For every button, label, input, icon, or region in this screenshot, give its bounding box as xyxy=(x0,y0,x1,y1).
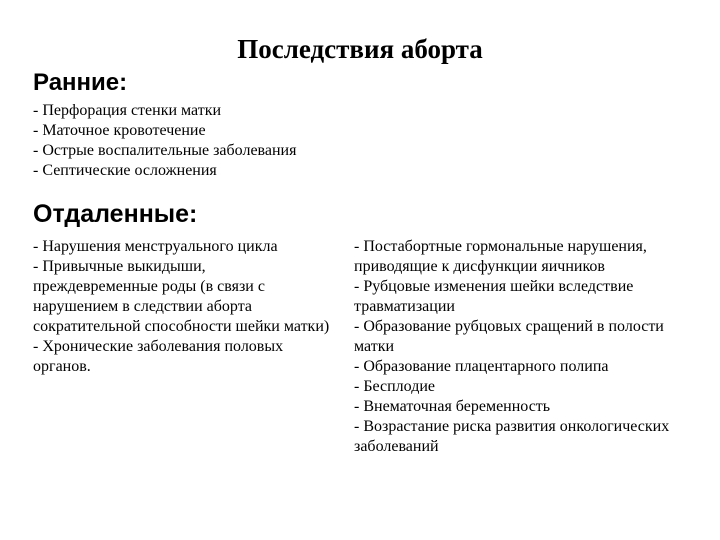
list-item: - Привычные выкидыши, xyxy=(33,258,206,275)
list-item: - Маточное кровотечение xyxy=(33,122,206,139)
list-item: - Хронические заболевания половых xyxy=(33,338,284,355)
list-item: преждевременные роды (в связи с xyxy=(33,278,265,295)
list-item: сократительной способности шейки матки) xyxy=(33,318,330,335)
early-consequences-list xyxy=(33,101,296,181)
list-item: - Возрастание риска развития онкологических xyxy=(354,418,670,435)
list-item: - Нарушения менструального цикла xyxy=(33,238,278,255)
list-item: - Перфорация стенки матки xyxy=(33,102,222,119)
list-item: - Внематочная беременность xyxy=(354,398,551,415)
list-item: - Септические осложнения xyxy=(33,162,217,179)
list-item: - Постабортные гормональные нарушения, xyxy=(354,238,647,255)
list-item: матки xyxy=(354,338,395,355)
list-item: заболеваний xyxy=(354,438,439,455)
list-item: травматизации xyxy=(354,298,455,315)
early-consequences-heading: Ранние: xyxy=(33,69,128,96)
list-item: - Бесплодие xyxy=(354,378,436,395)
late-consequences-heading: Отдаленные: xyxy=(33,200,198,228)
list-item: - Рубцовые изменения шейки вследствие xyxy=(354,278,634,295)
list-item: - Образование рубцовых сращений в полости xyxy=(354,318,664,335)
list-item: - Образование плацентарного полипа xyxy=(354,358,609,375)
list-item: органов. xyxy=(33,358,91,375)
late-consequences-left-column xyxy=(33,237,329,377)
late-consequences-right-column xyxy=(354,237,669,457)
list-item: - Острые воспалительные заболевания xyxy=(33,142,297,159)
list-item: приводящие к дисфункции яичников xyxy=(354,258,605,275)
page-title: Последствия аборта xyxy=(237,34,483,64)
list-item: нарушением в следствии аборта xyxy=(33,298,252,315)
